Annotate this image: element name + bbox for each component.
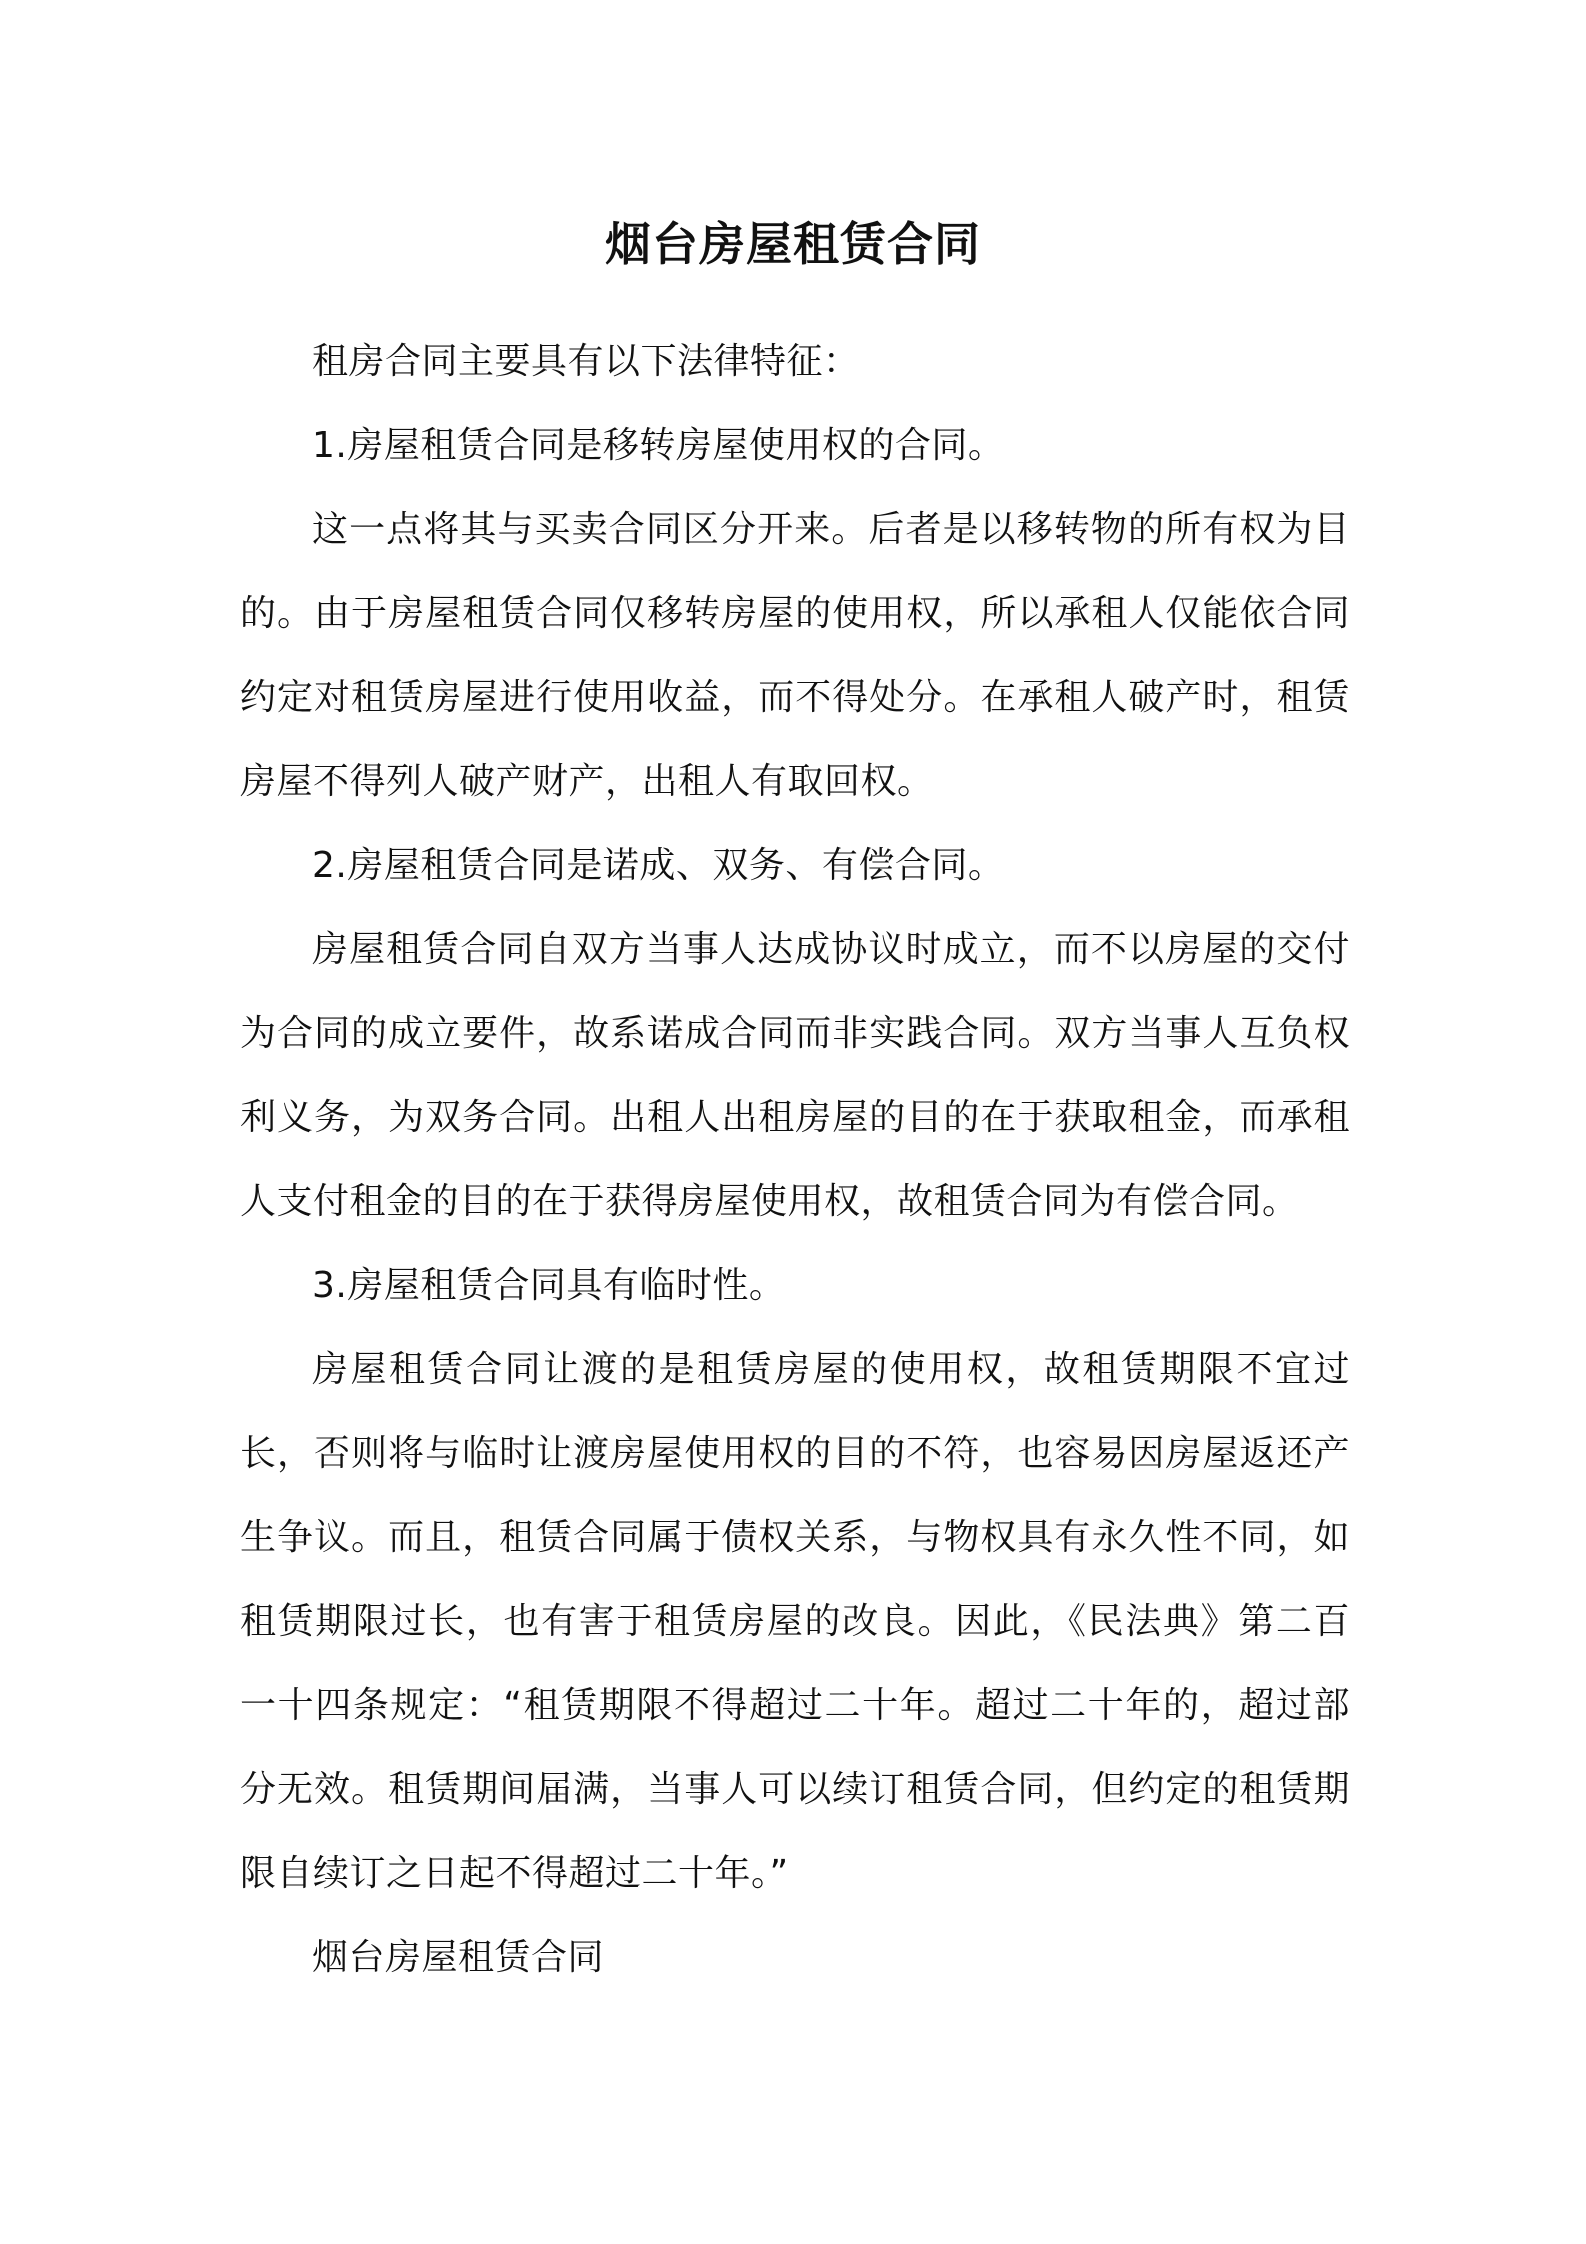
feature-heading-2: 2.房屋租赁合同是诺成、双务、有偿合同。 (312, 845, 1005, 886)
document-title: 烟台房屋租赁合同 (605, 217, 981, 271)
feature-heading-3: 3.房屋租赁合同具有临时性。 (312, 1265, 786, 1306)
closing-line: 烟台房屋租赁合同 (312, 1937, 605, 1978)
feature-paragraph-2: 房屋租赁合同自双方当事人达成协议时成立，而不以房屋的交付为合同的成立要件，故系诺成合同而非实践合同。双方当事人互负权利义务，为双务合同。出租人出租房屋的目的在于获取租金，而承租人支付租金的目的在于获得房屋使用权，故租赁合同为有偿合同。 (240, 929, 1350, 1222)
feature-paragraph-3: 房屋租赁合同让渡的是租赁房屋的使用权，故租赁期限不宜过长，否则将与临时让渡房屋使用权的目的不符，也容易因房屋返还产生争议。而且，租赁合同属于债权关系，与物权具有永久性不同，如租赁期限过长，也有害于租赁房屋的改良。因此，《民法典》第二百一十四条规定：“租赁期限不得超过二十年。超过二十年的，超过部分无效。租赁期间届满，当事人可以续订租赁合同，但约定的租赁期限自续订之日起不得超过二十年。” (240, 1349, 1350, 1894)
feature-paragraph-1: 这一点将其与买卖合同区分开来。后者是以移转物的所有权为目的。由于房屋租赁合同仅移转房屋的使用权，所以承租人仅能依合同约定对租赁房屋进行使用收益，而不得处分。在承租人破产时，租赁房屋不得列人破产财产，出租人有取回权。 (240, 509, 1350, 802)
intro-paragraph: 租房合同主要具有以下法律特征： (312, 341, 860, 382)
document-body (240, 320, 1350, 2000)
feature-heading-1: 1.房屋租赁合同是移转房屋使用权的合同。 (312, 425, 1005, 466)
